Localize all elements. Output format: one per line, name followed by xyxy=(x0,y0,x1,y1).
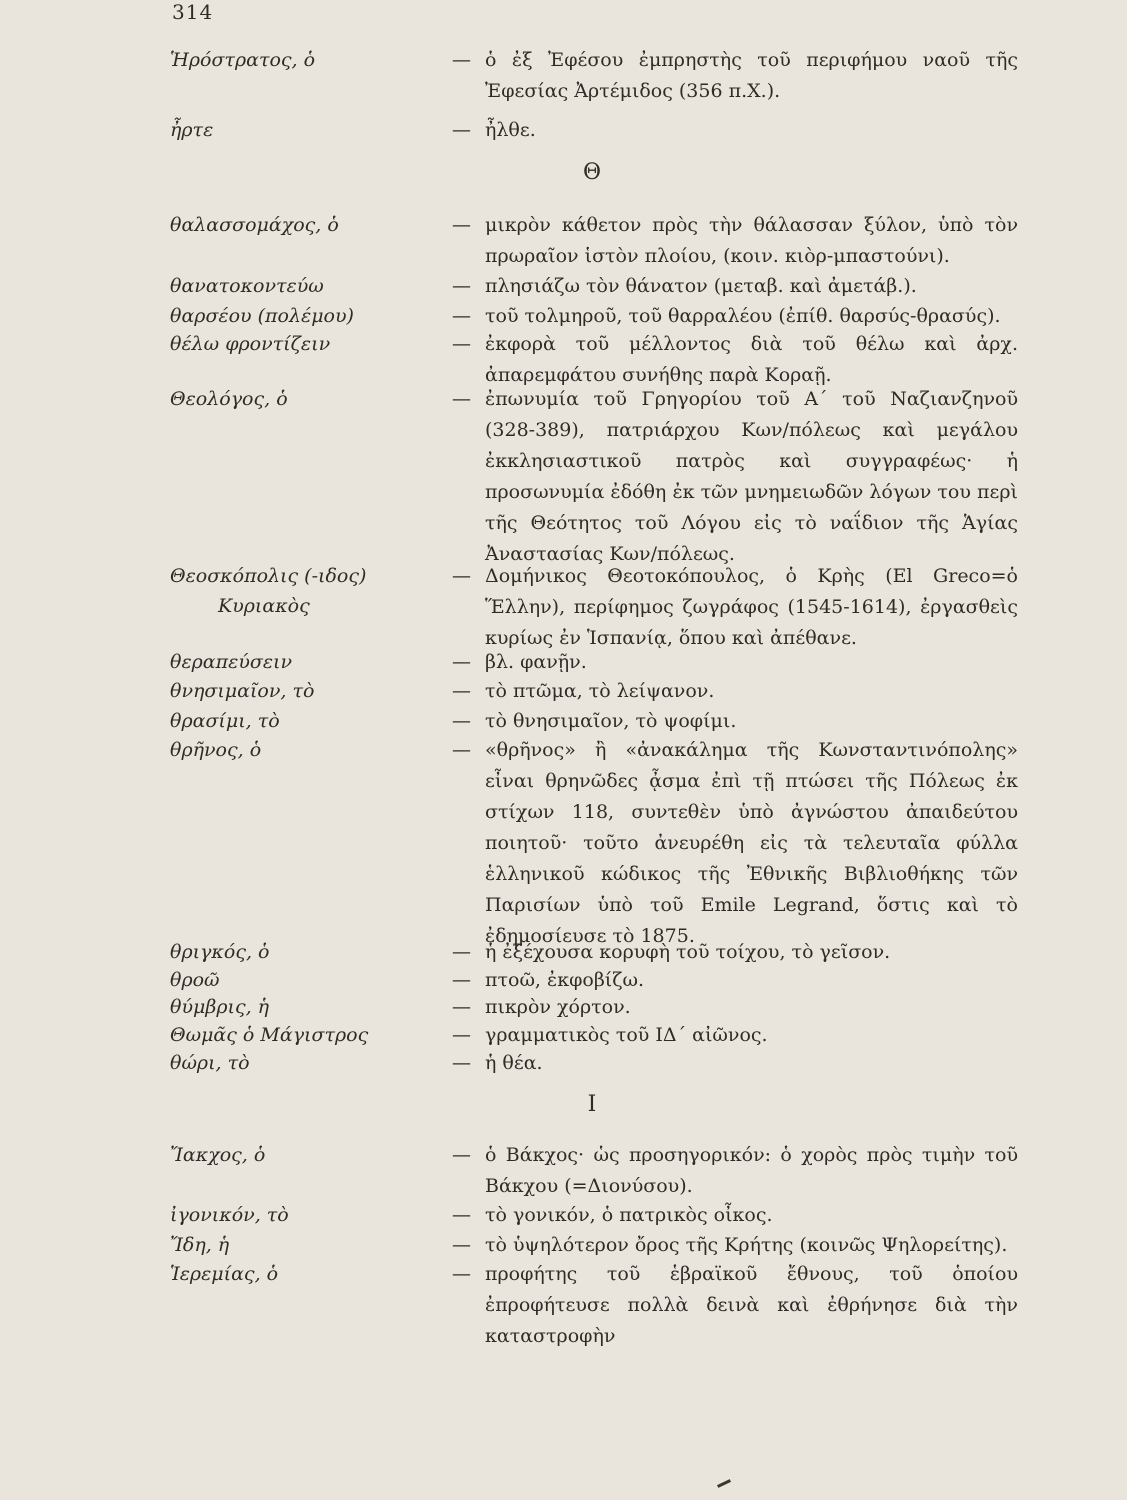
entry-term: ἦρτε xyxy=(170,119,214,141)
entry-dash: — xyxy=(452,275,471,297)
entry-term: θριγκός, ὁ xyxy=(170,941,270,963)
entry-dash: — xyxy=(452,388,471,410)
entry-dash: — xyxy=(452,1052,471,1074)
entry-dash: — xyxy=(452,214,471,236)
entry-definition: τὸ γονικόν, ὁ πατρικὸς οἶκος. xyxy=(485,1204,773,1226)
entry-definition: «θρῆνος» ἢ «ἀνακάλημα τῆς Κωνσταντινόπολης» εἶναι θρηνῶδες ᾆσμα ἐπὶ τῇ πτώσει τῆς Πόλεως ἐκ στίχων 118, συντεθὲν ὑπὸ ἀγνώστου ἀπαιδεύτου ποιητοῦ· τοῦτο ἀνευρέθη εἰς τὰ τελευταῖα φύλλα ἑλληνικοῦ κώδικος τῆς Ἐθνικῆς Βιβλιοθήκης τῶν Παρισίων ὑπὸ τοῦ Emile Legrand, ὅστις καὶ τὸ ἐδημοσίευσε τὸ 1875. xyxy=(485,739,1018,947)
entry-definition: γραμματικὸς τοῦ ΙΔ΄ αἰῶνος. xyxy=(485,1024,768,1046)
entry-dash: — xyxy=(452,305,471,327)
entry-dash: — xyxy=(452,941,471,963)
entry-definition: βλ. φανῇν. xyxy=(485,651,587,673)
entry-term: θέλω φροντίζειν xyxy=(170,333,331,355)
entry-dash: — xyxy=(452,565,471,587)
entry-definition: τὸ ὑψηλότερον ὄρος τῆς Κρήτης (κοινῶς Ψηλορείτης). xyxy=(485,1234,1008,1256)
entry-term: θύμβρις, ἡ xyxy=(170,996,270,1018)
entry-dash: — xyxy=(452,1024,471,1046)
entry-definition: πλησιάζω τὸν θάνατον (μεταβ. καὶ ἀμετάβ.). xyxy=(485,275,917,297)
entry-dash: — xyxy=(452,119,471,141)
entry-term-line2: Κυριακὸς xyxy=(218,595,310,617)
entry-definition: ἦλθε. xyxy=(485,119,536,141)
entry-dash: — xyxy=(452,1144,471,1166)
entry-definition: ἐπωνυμία τοῦ Γρηγορίου τοῦ Α΄ τοῦ Ναζιανζηνοῦ (328-389), πατριάρχου Κων/πόλεως καὶ μεγάλου ἐκκλησιαστικοῦ πατρὸς καὶ συγγραφέως· ἡ προσωνυμία ἐδόθη ἐκ τῶν μνημειωδῶν λόγων του περὶ τῆς Θεότητος τοῦ Λόγου εἰς τὸ ναΐδιον τῆς Ἁγίας Ἀναστασίας Κων/πόλεως. xyxy=(485,388,1018,565)
entry-term: Θωμᾶς ὁ Μάγιστρος xyxy=(170,1024,369,1046)
entry-term: Θεολόγος, ὁ xyxy=(170,388,288,410)
entry-term: θροῶ xyxy=(170,969,220,991)
entry-dash: — xyxy=(452,739,471,761)
page-number: 314 xyxy=(172,0,214,24)
entry-term: θανατοκοντεύω xyxy=(170,275,324,297)
entry-term xyxy=(170,561,450,621)
entry-dash: — xyxy=(452,1234,471,1256)
entry-dash: — xyxy=(452,969,471,991)
entry-dash: — xyxy=(452,1204,471,1226)
entry-dash: — xyxy=(452,1263,471,1285)
entry-term: ἰγονικόν, τὸ xyxy=(170,1204,289,1226)
entry-term: θεραπεύσειν xyxy=(170,651,293,673)
entry-definition: ἡ ἐξέχουσα κορυφὴ τοῦ τοίχου, τὸ γεῖσον. xyxy=(485,941,891,963)
entry-term: θνησιμαῖον, τὸ xyxy=(170,680,315,702)
entry-definition: προφήτης τοῦ ἑβραϊκοῦ ἔθνους, τοῦ ὁποίου ἐπροφήτευσε πολλὰ δεινὰ καὶ ἐθρήνησε διὰ τὴν καταστροφὴν xyxy=(485,1263,1018,1347)
entry-definition: πτοῶ, ἐκφοβίζω. xyxy=(485,969,645,991)
entry-term: Ἴδη, ἡ xyxy=(170,1234,230,1256)
entry-term: Ἱερεμίας, ὁ xyxy=(170,1263,279,1285)
entry-definition: τοῦ τολμηροῦ, τοῦ θαρραλέου (ἐπίθ. θαρσύς-θρασύς). xyxy=(485,305,1001,327)
section-letter-theta: Θ xyxy=(582,160,602,185)
entry-term: θώρι, τὸ xyxy=(170,1052,250,1074)
entry-term: Ἴακχος, ὁ xyxy=(170,1144,266,1166)
entry-definition: ἡ θέα. xyxy=(485,1052,543,1074)
entry-term: θαλασσομάχος, ὁ xyxy=(170,214,339,236)
entry-dash: — xyxy=(452,710,471,732)
section-letter-iota: Ι xyxy=(587,1092,597,1117)
entry-definition: τὸ θνησιμαῖον, τὸ ψοφίμι. xyxy=(485,710,737,732)
entry-term-line: Θεοσκόπολις (-ιδος) xyxy=(170,565,367,587)
entry-dash: — xyxy=(452,333,471,355)
entry-term: θρῆνος, ὁ xyxy=(170,739,262,761)
entry-dash: — xyxy=(452,49,471,71)
entry-definition: μικρὸν κάθετον πρὸς τὴν θάλασσαν ξύλον, ὑπὸ τὸν πρωραῖον ἱστὸν πλοίου, (κοιν. κιὸρ-μπαστούνι). xyxy=(485,214,1018,267)
entry-dash: — xyxy=(452,680,471,702)
entry-definition: Δομήνικος Θεοτοκόπουλος, ὁ Κρὴς (El Greco=ὁ Ἕλλην), περίφημος ζωγράφος (1545-1614), ἐργασθεὶς κυρίως ἐν Ἱσπανίᾳ, ὅπου καὶ ἀπέθανε. xyxy=(485,565,1018,649)
entry-dash: — xyxy=(452,996,471,1018)
entry-definition: ὁ Βάκχος· ὡς προσηγορικόν: ὁ χορὸς πρὸς τιμὴν τοῦ Βάκχου (=Διονύσου). xyxy=(485,1144,1018,1197)
entry-term: θαρσέου (πολέμου) xyxy=(170,305,354,327)
entry-definition: ὁ ἐξ Ἐφέσου ἐμπρηστὴς τοῦ περιφήμου ναοῦ τῆς Ἐφεσίας Ἀρτέμιδος (356 π.Χ.). xyxy=(485,49,1018,102)
ink-mark xyxy=(717,1479,731,1488)
entry-definition: ἐκφορὰ τοῦ μέλλοντος διὰ τοῦ θέλω καὶ ἀρχ. ἀπαρεμφάτου συνήθης παρὰ Κοραῇ. xyxy=(485,333,1018,386)
entry-definition: πικρὸν χόρτον. xyxy=(485,996,631,1018)
entry-term: θρασίμι, τὸ xyxy=(170,710,280,732)
entry-term: Ἡρόστρατος, ὁ xyxy=(170,49,316,71)
entry-dash: — xyxy=(452,651,471,673)
entry-definition: τὸ πτῶμα, τὸ λείψανον. xyxy=(485,680,715,702)
